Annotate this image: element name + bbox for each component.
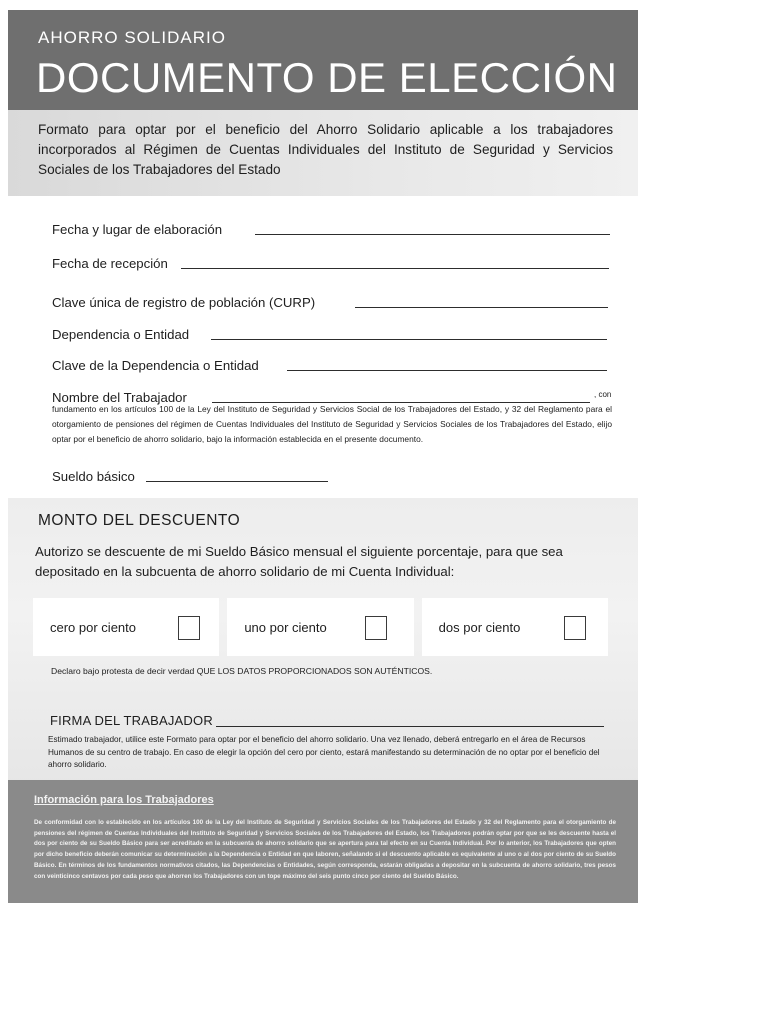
dependencia-line[interactable] — [211, 339, 607, 340]
option-cero[interactable] — [33, 598, 219, 656]
document-title: DOCUMENTO DE ELECCIÓN — [36, 54, 618, 101]
curp-line[interactable] — [355, 307, 608, 308]
document-sheet — [8, 8, 638, 903]
option-label: cero por ciento — [50, 619, 136, 635]
field-fecha-recepcion[interactable] — [52, 249, 168, 271]
monto-section — [8, 498, 638, 788]
monto-title: MONTO DEL DESCUENTO — [38, 512, 241, 529]
signature-line[interactable] — [216, 726, 604, 727]
option-label: uno por ciento — [244, 619, 327, 635]
option-dos[interactable] — [422, 598, 608, 656]
fecha-lugar-line[interactable] — [255, 234, 610, 235]
field-sueldo[interactable] — [52, 462, 135, 484]
field-label: Clave única de registro de población (CURP) — [52, 295, 316, 310]
field-fecha-lugar[interactable] — [52, 215, 222, 237]
option-label: dos por ciento — [438, 619, 521, 635]
signature-label: FIRMA DEL TRABAJADOR — [50, 713, 213, 728]
checkbox-uno[interactable] — [365, 616, 387, 640]
field-label: Nombre del Trabajador — [52, 390, 187, 405]
declaration-text: Declaro bajo protesta de decir verdad QUE LOS DATOS PROPORCIONADOS SON AUTÉNTICOS. — [51, 666, 433, 676]
field-clave-dependencia[interactable] — [52, 351, 259, 373]
con-text: , con — [594, 390, 612, 399]
field-label: Fecha y lugar de elaboración — [52, 222, 223, 237]
sueldo-line[interactable] — [146, 481, 328, 482]
document-supertitle: AHORRO SOLIDARIO — [38, 28, 226, 47]
info-band — [8, 780, 638, 903]
field-label: Sueldo básico — [52, 469, 135, 484]
field-label: Fecha de recepción — [52, 256, 168, 271]
info-title: Información para los Trabajadores — [34, 794, 214, 806]
header-band — [8, 10, 638, 110]
checkbox-cero[interactable] — [178, 616, 200, 640]
intro-text: Formato para optar por el beneficio del Ahorro Solidario aplicable a los trabajadores incorporados al Régimen de Cuentas Individuales del Instituto de Seguridad y Servicios Sociales de los Trabajadores del Estado — [38, 122, 613, 177]
instructions-text: Estimado trabajador, utilice este Formato para optar por el beneficio del ahorro solidario. Una vez llenado, deberá entregarlo en el área de Recursos Humanos de su centro de trabajo. En caso de elegir la opción del cero por ciento, estará manifestando su determinación de no optar por el beneficio del ahorro solidario. — [48, 735, 600, 769]
percentage-options — [33, 598, 608, 656]
checkbox-dos[interactable] — [564, 616, 586, 640]
legal-text: fundamento en los artículos 100 de la Ley del Instituto de Seguridad y Servicios Social de los Trabajadores del Estado, y 32 del Reglamento para el otorgamiento de pensiones del régimen de Cuentas Individuales del Instituto de Seguridad y Servicios Sociales de los Trabajadores del Estado, elijo optar por el beneficio de ahorro solidario, bajo la información establecida en el presente documento. — [52, 404, 612, 444]
field-curp[interactable] — [52, 288, 315, 310]
fecha-recepcion-line[interactable] — [181, 268, 609, 269]
option-uno[interactable] — [227, 598, 413, 656]
info-body: De conformidad con lo establecido en los artículos 100 de la Ley del Instituto de Seguridad y Servicios Sociales de los Trabajadores del Estado y 32 del Reglamento para el otorgamiento de pensiones del régimen de Cuentas Individuales del Instituto de Seguridad y Servicios Sociales de los Trabajadores del Estado, los Trabajadores podrán optar por que se les descuente hasta el dos por ciento de su Sueldo Básico para ser acreditado en la subcuenta de ahorro solidario que se apertura para tal efecto en su Cuenta Individual. Por lo anterior, los Trabajadores que opten por dicho beneficio deberán comunicar su determinación a la Dependencia o Entidad en que laboren, señalando si el descuento aplicable es equivalente al uno o al dos por ciento de su Sueldo Básico. En términos de los fundamentos normativos citados, las Dependencias o Entidades, según corresponda, estarán obligadas a depositar en la subcuenta de ahorro solidario, tres pesos con veinticinco centavos por cada peso que ahorren los Trabajadores con un tope máximo del seis punto cinco por ciento del Sueldo Básico. — [34, 819, 616, 880]
field-label: Clave de la Dependencia o Entidad — [52, 358, 259, 373]
clave-dependencia-line[interactable] — [287, 370, 607, 371]
authorization-text: Autorizo se descuente de mi Sueldo Básico mensual el siguiente porcentaje, para que sea depositado en la subcuenta de ahorro solidario de mi Cuenta Individual: — [35, 544, 563, 579]
intro-band — [8, 110, 638, 196]
field-dependencia[interactable] — [52, 320, 189, 342]
field-label: Dependencia o Entidad — [52, 327, 190, 342]
